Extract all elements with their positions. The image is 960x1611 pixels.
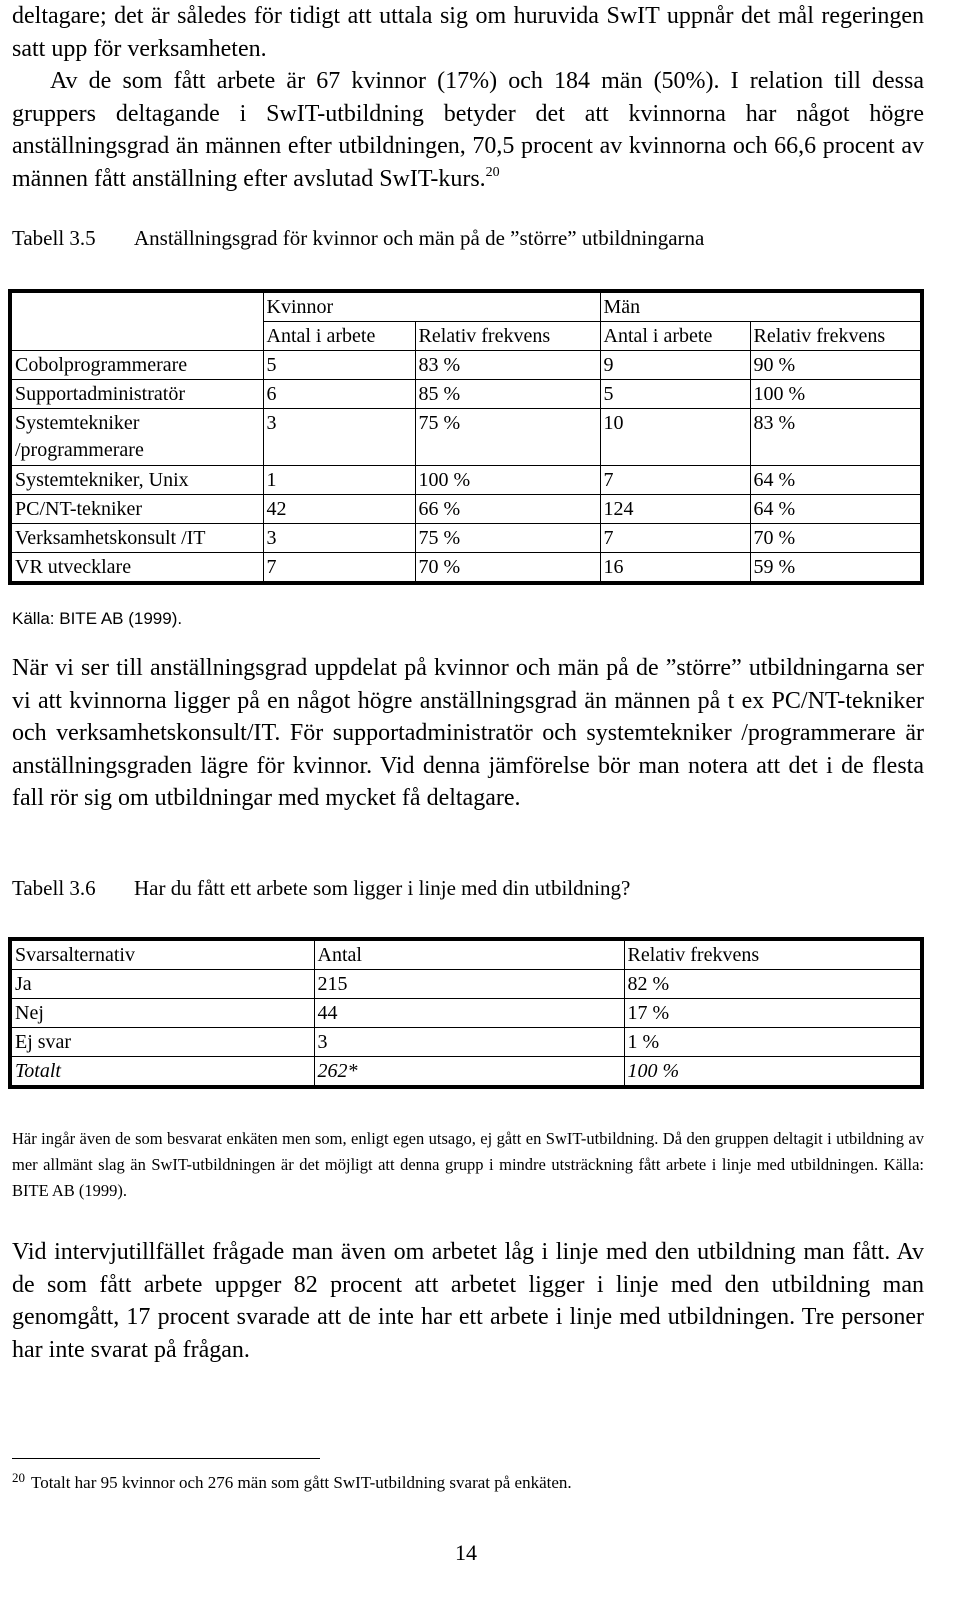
cell: 100 % — [415, 466, 600, 495]
table-3-5-source: Källa: BITE AB (1999). — [12, 609, 183, 628]
table-row — [10, 939, 922, 970]
paragraph-middle: När vi ser till anställningsgrad uppdelat på kvinnor och män på de ”större” utbildningarna ser vi att kvinnorna ligger på en något högre anställningsgrad än männen på t ex PC/NT-tekniker och verksamhetskonsult/IT. För supportadministratör och systemtekniker /programmerare är anställningsgraden lägre för kvinnor. Vid denna jämförelse bör man notera att det i de flesta fall rör sig om utbildningar med mycket få deltagare. — [12, 655, 924, 811]
table-row — [10, 409, 922, 466]
cell: 7 — [263, 553, 415, 584]
row-label: Supportadministratör — [10, 380, 263, 409]
cell: 70 % — [415, 553, 600, 584]
cell: 17 % — [624, 999, 922, 1028]
table-3-6-caption — [12, 876, 630, 901]
footnote — [12, 1470, 572, 1493]
page-number: 14 — [455, 1540, 477, 1565]
cell: 3 — [263, 524, 415, 553]
group-header-man: Män — [600, 291, 922, 322]
cell: 6 — [263, 380, 415, 409]
cell: 1 — [263, 466, 415, 495]
cell: Totalt — [10, 1057, 314, 1088]
table-3-5-caption — [12, 226, 704, 251]
cell: 83 % — [750, 409, 922, 466]
paragraph-top — [12, 0, 924, 195]
table-3-6-title: Har du fått ett arbete som ligger i linje med din utbildning? — [134, 876, 631, 900]
row-label: VR utvecklare — [10, 553, 263, 584]
cell: Ja — [10, 970, 314, 999]
footnote-divider — [12, 1458, 320, 1459]
table-3-6-number: Tabell 3.6 — [12, 876, 96, 900]
table-row — [10, 1028, 922, 1057]
table-3-6 — [8, 937, 924, 1089]
column-header: Antal i arbete — [263, 322, 415, 351]
paragraph-top-line2: Av de som fått arbete är 67 kvinnor (17%) och 184 män (50%). I relation till dessa gruppers deltagande i SwIT-utbildning betyder det att kvinnorna har något högre anställningsgrad än männen efter utbildningen, 70,5 procent av kvinnorna och 66,6 procent av männen fått anställning efter avslutad SwIT-kurs.$^{20}$ — [12, 68, 924, 192]
row-label: Verksamhetskonsult /IT — [10, 524, 263, 553]
table-row — [10, 351, 922, 380]
cell: 100 % — [624, 1057, 922, 1088]
paragraph-top-line1: deltagare; det är således för tidigt att uttala sig om huruvida SwIT uppnår det mål regeringen satt upp för verksamheten. — [12, 3, 924, 62]
cell: 59 % — [750, 553, 922, 584]
table-3-5 — [8, 289, 924, 585]
table-row — [10, 466, 922, 495]
cell: 9 — [600, 351, 750, 380]
cell: Ej svar — [10, 1028, 314, 1057]
cell: 66 % — [415, 495, 600, 524]
cell: 82 % — [624, 970, 922, 999]
table-row — [10, 553, 922, 584]
table-total-row — [10, 1057, 922, 1088]
cell: 3 — [263, 409, 415, 466]
cell: 10 — [600, 409, 750, 466]
cell: 100 % — [750, 380, 922, 409]
table-3-6-note: Här ingår även de som besvarat enkäten men som, enligt egen utsago, ej gått en SwIT-utbildning. Då den gruppen deltagit i utbildning av mer allmänt slag än SwIT-utbildningen är det möjligt att denna grupp i mindre utsträckning fått arbete i linje med utbildningen. Källa: BITE AB (1999). — [12, 1129, 924, 1200]
cell: 1 % — [624, 1028, 922, 1057]
table-row — [10, 495, 922, 524]
table-row — [10, 380, 922, 409]
column-header: Relativ frekvens — [750, 322, 922, 351]
cell: 16 — [600, 553, 750, 584]
column-header: Relativ frekvens — [624, 939, 922, 970]
row-label: Systemtekniker /programmerare — [10, 409, 263, 466]
footnote-text: Totalt har 95 kvinnor och 276 män som gått SwIT-utbildning svarat på enkäten. — [31, 1473, 572, 1492]
cell: 215 — [314, 970, 624, 999]
cell: 5 — [263, 351, 415, 380]
column-header: Relativ frekvens — [415, 322, 600, 351]
cell: 7 — [600, 466, 750, 495]
cell: 42 — [263, 495, 415, 524]
footnote-ref: 20 — [485, 164, 500, 180]
column-header: Svarsalternativ — [10, 939, 314, 970]
row-label: PC/NT-tekniker — [10, 495, 263, 524]
paragraph-bottom: Vid intervjutillfället frågade man även om arbetet låg i linje med den utbildning man fått. Av de som fått arbete uppger 82 procent att arbetet ligger i linje med den utbildning man genomgått, 17 procent svarade att de inte har ett arbete i linje med utbildningen. Tre personer har inte svarat på frågan. — [12, 1239, 924, 1363]
cell: 3 — [314, 1028, 624, 1057]
footnote-number: 20 — [12, 1470, 25, 1485]
cell: 75 % — [415, 524, 600, 553]
cell: 70 % — [750, 524, 922, 553]
row-label: Systemtekniker, Unix — [10, 466, 263, 495]
cell: Nej — [10, 999, 314, 1028]
cell: 85 % — [415, 380, 600, 409]
column-header: Antal i arbete — [600, 322, 750, 351]
cell: 83 % — [415, 351, 600, 380]
table-row — [10, 322, 922, 351]
group-header-kvinnor: Kvinnor — [263, 291, 600, 322]
table-3-5-number: Tabell 3.5 — [12, 226, 96, 250]
cell: 7 — [600, 524, 750, 553]
table-row — [10, 524, 922, 553]
table-row — [10, 970, 922, 999]
table-3-5-title: Anställningsgrad för kvinnor och män på de ”större” utbildningarna — [134, 226, 705, 250]
cell: 90 % — [750, 351, 922, 380]
cell: 44 — [314, 999, 624, 1028]
cell: 5 — [600, 380, 750, 409]
table-row — [10, 291, 922, 322]
cell: 262* — [314, 1057, 624, 1088]
cell: 64 % — [750, 466, 922, 495]
cell: 64 % — [750, 495, 922, 524]
row-label: Cobolprogrammerare — [10, 351, 263, 380]
cell: 124 — [600, 495, 750, 524]
column-header: Antal — [314, 939, 624, 970]
table-row — [10, 999, 922, 1028]
cell: 75 % — [415, 409, 600, 466]
